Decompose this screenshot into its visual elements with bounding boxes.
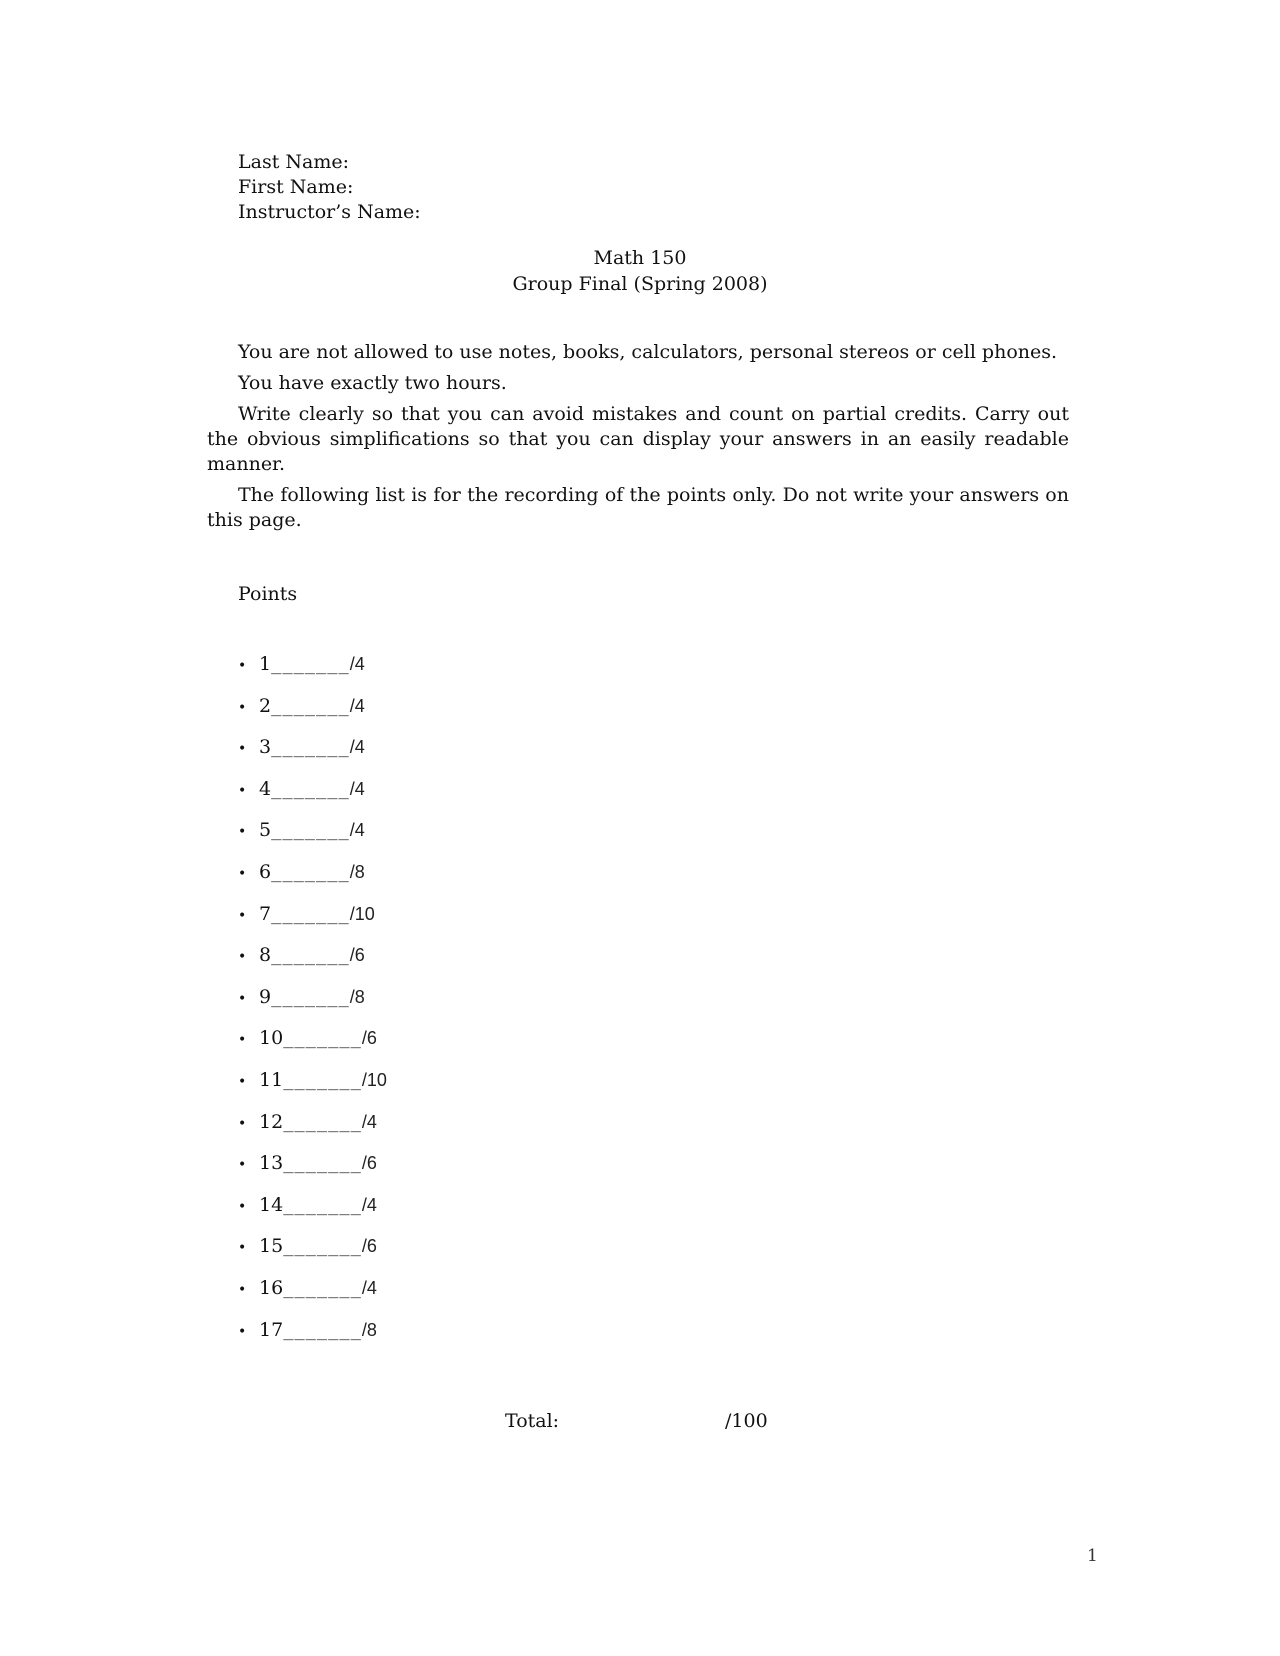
score-blank: _______	[283, 1237, 362, 1258]
question-number: 7	[259, 902, 272, 925]
max-points: /6	[349, 945, 365, 966]
question-number: 10	[259, 1027, 284, 1050]
question-number: 12	[259, 1110, 284, 1133]
points-item	[238, 943, 387, 985]
points-heading: Points	[238, 583, 298, 605]
question-number: 15	[259, 1235, 284, 1258]
max-points: /4	[361, 1194, 377, 1215]
bullet-icon: •	[238, 658, 247, 674]
question-number: 1	[259, 653, 272, 675]
bullet-icon: •	[238, 949, 247, 966]
student-info-fields	[238, 150, 421, 225]
max-points: /4	[349, 695, 365, 716]
bullet-icon: •	[238, 1073, 247, 1090]
max-points: /4	[349, 737, 365, 758]
exam-title	[0, 245, 1280, 297]
question-number: 2	[259, 694, 272, 717]
bullet-icon: •	[238, 1240, 247, 1257]
max-points: /8	[349, 861, 365, 882]
points-item	[238, 1276, 387, 1318]
points-item	[238, 1318, 387, 1360]
question-number: 9	[259, 985, 272, 1008]
instruction-paragraph: You are not allowed to use notes, books, calculators, personal stereos or cell phones.	[238, 341, 1058, 363]
bullet-icon: •	[238, 865, 247, 882]
max-points: /4	[361, 1111, 377, 1132]
points-item	[238, 1151, 387, 1193]
bullet-icon: •	[238, 1323, 247, 1340]
score-blank: _______	[271, 738, 350, 759]
score-blank: _______	[271, 946, 350, 967]
max-points: /4	[361, 1277, 377, 1298]
instruction-paragraph: Write clearly so that you can avoid mistakes and count on partial credits. Carry out the obvious simplifications so that you can display your answers in an easily readable manner.	[207, 403, 1069, 475]
exam-name: Group Final (Spring 2008)	[512, 273, 768, 295]
instructor-name-label: Instructor’s Name:	[238, 201, 421, 223]
points-item	[238, 818, 387, 860]
question-number: 16	[259, 1276, 284, 1299]
score-blank: _______	[283, 1070, 362, 1091]
bullet-icon: •	[238, 782, 247, 799]
total-max-points: /100	[725, 1410, 768, 1432]
bullet-icon: •	[238, 1032, 247, 1049]
score-blank: _______	[271, 696, 350, 717]
instruction-paragraph: The following list is for the recording of the points only. Do not write your answers on this page.	[207, 484, 1069, 531]
question-number: 4	[259, 777, 272, 800]
points-item	[238, 985, 387, 1027]
score-blank: _______	[271, 779, 350, 800]
points-item	[238, 1193, 387, 1235]
question-number: 11	[259, 1068, 284, 1091]
bullet-icon: •	[238, 1281, 247, 1298]
score-blank: _______	[283, 1278, 362, 1299]
page-number: 1	[1087, 1546, 1098, 1566]
first-name-label: First Name:	[238, 176, 354, 198]
question-number: 8	[259, 944, 272, 967]
max-points: /6	[361, 1028, 377, 1049]
max-points: /6	[361, 1236, 377, 1257]
max-points: /4	[349, 654, 365, 674]
instructions	[207, 340, 1069, 539]
bullet-icon: •	[238, 1115, 247, 1132]
max-points: /6	[361, 1153, 377, 1174]
question-number: 17	[259, 1318, 284, 1341]
score-blank: _______	[283, 1195, 362, 1216]
max-points: /8	[361, 1319, 377, 1340]
points-item	[238, 1110, 387, 1152]
points-list	[238, 652, 387, 1359]
question-number: 6	[259, 860, 272, 883]
course-title: Math 150	[593, 247, 687, 269]
score-blank: _______	[283, 1029, 362, 1050]
score-blank: _______	[271, 987, 350, 1008]
points-item	[238, 1026, 387, 1068]
max-points: /10	[349, 903, 375, 924]
points-item	[238, 735, 387, 777]
bullet-icon: •	[238, 1198, 247, 1215]
question-number: 13	[259, 1152, 284, 1175]
points-item	[238, 777, 387, 819]
bullet-icon: •	[238, 699, 247, 716]
points-item	[238, 860, 387, 902]
question-number: 14	[259, 1193, 284, 1216]
question-number: 5	[259, 819, 272, 842]
score-blank: _______	[283, 1320, 362, 1341]
bullet-icon: •	[238, 824, 247, 841]
bullet-icon: •	[238, 741, 247, 758]
score-blank: _______	[283, 1112, 362, 1133]
last-name-label: Last Name:	[238, 151, 349, 173]
bullet-icon: •	[238, 990, 247, 1007]
score-blank: _______	[271, 821, 350, 842]
points-item	[238, 902, 387, 944]
question-number: 3	[259, 736, 272, 759]
score-blank: _______	[271, 904, 350, 925]
points-item	[238, 694, 387, 736]
points-item	[238, 1234, 387, 1276]
bullet-icon: •	[238, 1157, 247, 1174]
score-blank: _______	[271, 655, 350, 675]
max-points: /8	[349, 986, 365, 1007]
points-item	[238, 1068, 387, 1110]
max-points: /4	[349, 778, 365, 799]
total-label: Total:	[505, 1410, 560, 1432]
bullet-icon: •	[238, 907, 247, 924]
score-blank: _______	[283, 1154, 362, 1175]
score-blank: _______	[271, 862, 350, 883]
max-points: /4	[349, 820, 365, 841]
max-points: /10	[361, 1069, 387, 1090]
points-item	[238, 652, 387, 694]
instruction-paragraph: You have exactly two hours.	[238, 372, 507, 394]
